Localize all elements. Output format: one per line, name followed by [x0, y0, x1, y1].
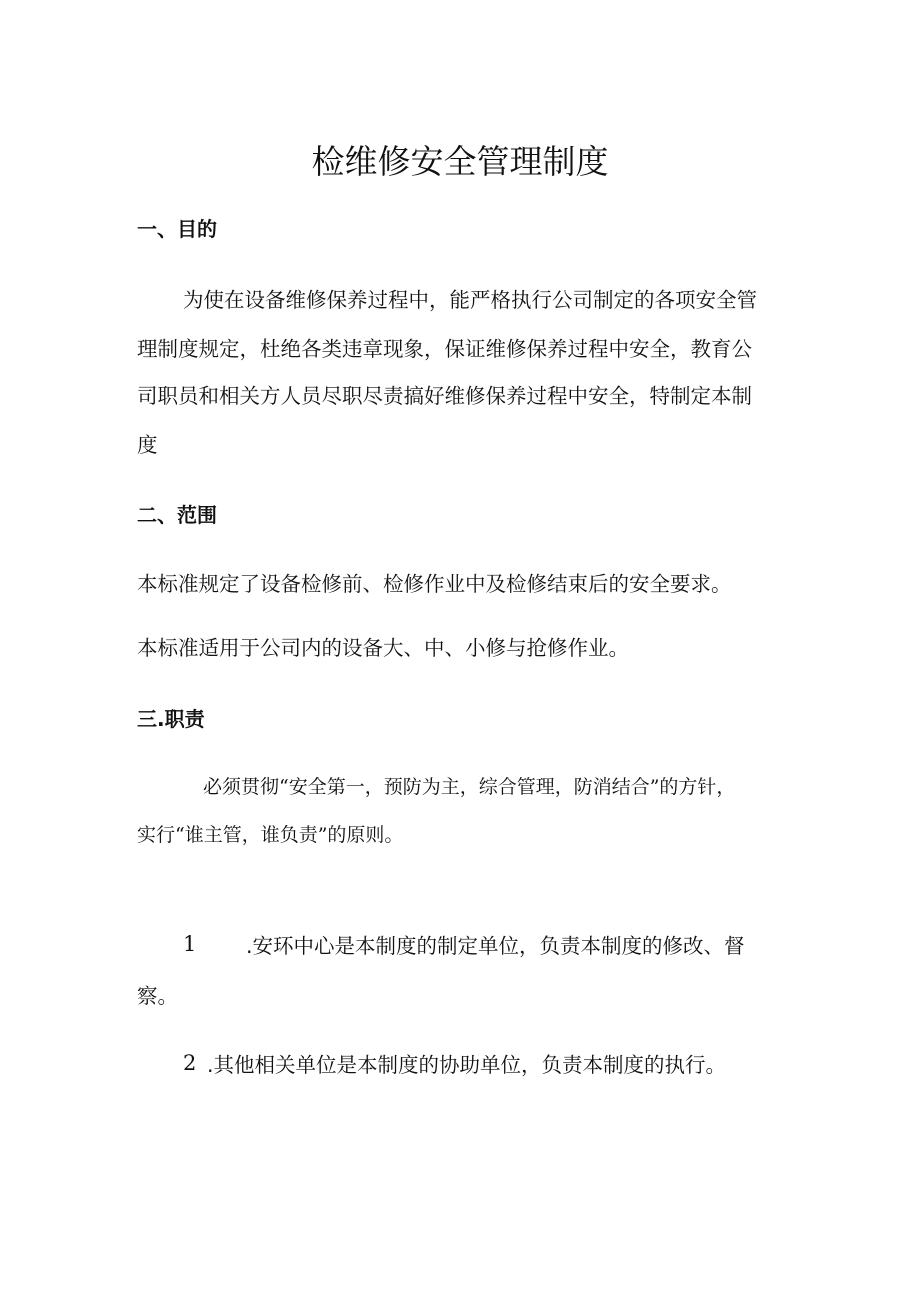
purpose-line: 理制度规定，杜绝各类违章现象，保证维修保养过程中安全，教育公 [137, 337, 752, 361]
principle-line: 实行“谁主管，谁负责”的原则。 [137, 824, 404, 846]
purpose-line: 为使在设备维修保养过程中，能严格执行公司制定的各项安全管 [183, 288, 757, 312]
section-heading-responsibilities: 三.职责 [137, 707, 205, 731]
item-text: .安环中心是本制度的制定单位，负责本制度的修改、督 [246, 934, 745, 958]
section-heading-scope: 二、范围 [137, 503, 217, 527]
section-heading-purpose: 一、目的 [137, 217, 217, 241]
scope-line: 本标准规定了设备检修前、检修作业中及检修结束后的安全要求。 [137, 572, 732, 596]
item-number: 1 [183, 932, 197, 956]
document-title: 检维修安全管理制度 [311, 142, 609, 181]
purpose-line: 司职员和相关方人员尽职尽责搞好维修保养过程中安全，特制定本制 [137, 384, 752, 408]
item-number: 2 [183, 1051, 197, 1075]
scope-line: 本标准适用于公司内的设备大、中、小修与抢修作业。 [137, 636, 629, 660]
item-text: .其他相关单位是本制度的协助单位，负责本制度的执行。 [207, 1053, 727, 1077]
item-text-continuation: 察。 [137, 984, 178, 1008]
principle-line: 必须贯彻“安全第一，预防为主，综合管理，防消结合”的方针， [203, 776, 736, 798]
purpose-line: 度 [137, 433, 158, 457]
